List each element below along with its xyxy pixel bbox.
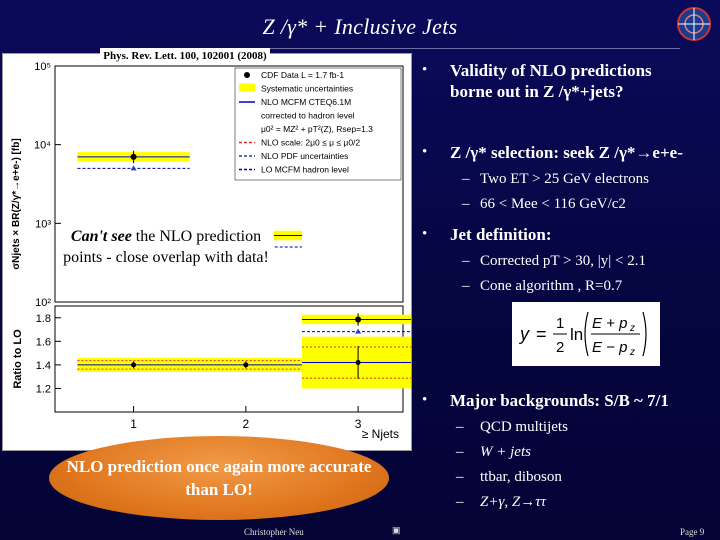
svg-text:z: z <box>630 347 635 358</box>
svg-text:z: z <box>630 323 635 334</box>
bg-ttbar: ttbar, diboson <box>480 469 562 485</box>
legend-entry: NLO scale: 2μ0 ≤ μ ≤ μ0/2 <box>261 137 361 148</box>
overlay-note <box>58 226 274 268</box>
slide-title: Z /γ* + Inclusive Jets <box>262 14 458 39</box>
formula-graphic <box>512 302 660 366</box>
x-tick-label: 2 <box>242 417 250 431</box>
lo-point <box>355 329 361 334</box>
ratio-y-tick-label: 1.2 <box>35 383 51 396</box>
dash: – <box>456 444 464 460</box>
legend-entry: μ0² = MZ² + pT²(Z), Rsep=1.3 <box>261 124 373 134</box>
bullet-dot: • <box>422 392 428 408</box>
note-emphasis: Can't see <box>70 228 132 245</box>
y-tick-label: 10³ <box>35 218 51 231</box>
svg-text:ln: ln <box>570 325 584 344</box>
bg-wjets: W + jets <box>480 444 531 460</box>
bg-z-gamma: Z+γ, Z→ττ <box>480 494 546 510</box>
dash: – <box>456 494 464 510</box>
bullet-dot: • <box>422 62 428 78</box>
svg-text:E + p: E + p <box>592 315 628 332</box>
svg-text:y: y <box>520 324 529 344</box>
ratio-y-axis-label: Ratio to LO <box>12 329 24 389</box>
bullet-dot: • <box>422 226 428 242</box>
selection-mass-window: 66 < Mee < 116 GeV/c2 <box>480 196 626 212</box>
bullet-validity-line1: Validity of NLO predictions <box>450 61 652 80</box>
dash: – <box>462 253 470 269</box>
footer-logo-icon: ▣ <box>392 525 401 535</box>
lo-point <box>131 165 137 170</box>
dash: – <box>456 419 464 435</box>
rapidity-formula <box>512 302 660 366</box>
bullet-jet-definition: Jet definition: <box>450 225 552 244</box>
x-axis-label: ≥ Njets <box>361 427 399 441</box>
legend-entry: CDF Data L = 1.7 fb-1 <box>261 70 345 80</box>
svg-text:2: 2 <box>556 339 565 356</box>
jet-pt-cut: Corrected pT > 30, |y| < 2.1 <box>480 253 646 269</box>
bullet-validity-line2: borne out in Z /γ*+jets? <box>450 82 624 101</box>
legend-entry: NLO MCFM CTEQ6.1M <box>261 97 352 107</box>
y-tick-label: 10⁴ <box>34 139 51 152</box>
bullet-dot: • <box>422 144 428 160</box>
ratio-y-tick-label: 1.8 <box>35 312 51 325</box>
footer-author: Christopher Neu <box>244 527 304 537</box>
citation: Phys. Rev. Lett. 100, 102001 (2008) <box>100 48 270 64</box>
bullet-backgrounds: Major backgrounds: S/B ~ 7/1 <box>450 391 669 410</box>
note-rest: the NLO prediction points - close overlap with data! <box>63 228 269 266</box>
legend-entry: LO MCFM hadron level <box>261 164 349 175</box>
x-tick-label: 1 <box>130 417 137 431</box>
legend-entry: corrected to hadron level <box>261 110 355 121</box>
ratio-y-tick-label: 1.4 <box>35 359 51 372</box>
bullet-selection: Z /γ* selection: seek Z /γ*→e+e- <box>450 143 683 162</box>
y-tick-label: 10⁵ <box>34 61 51 73</box>
legend-marker <box>244 72 250 78</box>
svg-text:1: 1 <box>556 315 565 332</box>
legend-entry: NLO PDF uncertainties <box>261 151 349 161</box>
selection-electrons: Two ET > 25 GeV electrons <box>480 171 649 187</box>
svg-text:=: = <box>536 324 547 344</box>
cdf-logo-icon <box>676 6 712 42</box>
svg-text:E − p: E − p <box>592 339 628 356</box>
dash: – <box>462 278 470 294</box>
ratio-y-tick-label: 1.6 <box>35 336 51 349</box>
y-tick-label: 10² <box>35 297 51 309</box>
footer-page-number: Page 9 <box>680 527 705 537</box>
y-axis-label: σNjets × BR(Z/γ*→e+e-) [fb] <box>11 138 22 270</box>
dash: – <box>462 196 470 212</box>
jet-algorithm: Cone algorithm , R=0.7 <box>480 278 623 294</box>
legend-entry: Systematic uncertainties <box>261 83 354 94</box>
bullet-validity <box>450 60 652 102</box>
conclusion-callout: NLO prediction once again more accurate than LO! <box>49 436 389 520</box>
bg-qcd: QCD multijets <box>480 419 568 435</box>
legend-marker <box>239 84 255 92</box>
dash: – <box>456 469 464 485</box>
x-tick-label: 3 <box>354 417 362 431</box>
dash: – <box>462 171 470 187</box>
